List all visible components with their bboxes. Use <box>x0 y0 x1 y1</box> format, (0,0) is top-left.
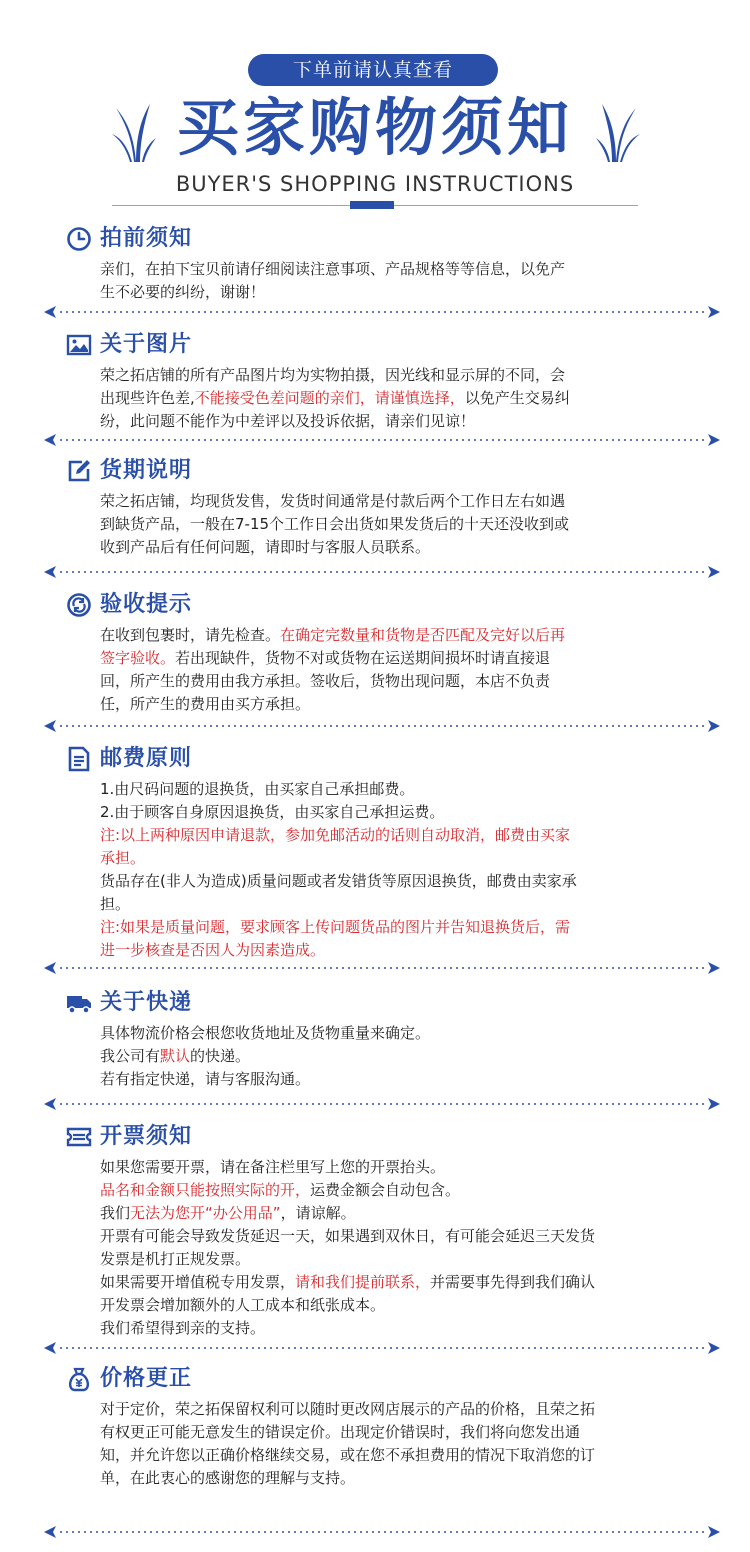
body-line <box>100 490 680 513</box>
body-line <box>100 1179 680 1202</box>
section-header <box>66 744 192 774</box>
body-line <box>100 647 680 670</box>
notice-pill: 下单前请认真查看 <box>248 54 498 86</box>
body-line <box>100 870 680 893</box>
body-line <box>100 916 680 939</box>
ticket-icon <box>66 1124 92 1150</box>
dotted-arrow-divider <box>44 1098 720 1110</box>
dotted-arrow-divider <box>44 1342 720 1354</box>
section-body <box>100 258 680 304</box>
body-line <box>100 1444 680 1467</box>
section-header <box>66 224 192 254</box>
section-title: 开票须知 <box>100 1124 193 1149</box>
section-body <box>100 624 680 716</box>
body-text: 我公司有 <box>100 1047 161 1065</box>
body-line <box>100 513 680 536</box>
body-line <box>100 1202 680 1225</box>
body-text: 在收到包裹时，请先检查。 <box>100 626 281 644</box>
body-text: 知，并允许您以正确价格继续交易，或在您不承担费用的情况下取消您的订 <box>100 1446 596 1464</box>
money-bag-icon <box>66 1366 92 1392</box>
body-text: 如果您需要开票，请在备注栏里写上您的开票抬头。 <box>100 1158 446 1176</box>
section-title: 拍前须知 <box>100 226 193 251</box>
warning-text: 注:以上两种原因申请退款，参加免邮活动的话则自动取消，邮费由买家 <box>100 826 571 844</box>
body-text: 我们希望得到亲的支持。 <box>100 1319 266 1337</box>
page-title: 买家购物须知 <box>176 91 573 164</box>
body-text: 亲们，在拍下宝贝前请仔细阅读注意事项、产品规格等等信息，以免产 <box>100 260 566 278</box>
body-text: 到缺货产品，一般在7-15个工作日会出货如果发货后的十天还没收到或 <box>100 515 570 533</box>
warning-text: 签字验收。 <box>100 649 176 667</box>
warning-text: 请和我们提前联系， <box>295 1273 431 1291</box>
body-line <box>100 1068 680 1091</box>
body-text: 1.由尺码问题的退换货，由买家自己承担邮费。 <box>100 780 415 798</box>
section-body <box>100 778 680 962</box>
section-header <box>66 590 192 620</box>
section-body <box>100 1398 680 1490</box>
body-line <box>100 364 680 387</box>
document-icon <box>66 746 92 772</box>
truck-icon <box>66 990 92 1016</box>
body-line <box>100 536 680 559</box>
dotted-arrow-divider <box>44 566 720 578</box>
section-body <box>100 1022 680 1091</box>
grass-decoration-right-icon <box>596 100 640 162</box>
dotted-arrow-divider <box>44 720 720 732</box>
body-line <box>100 939 680 962</box>
body-line <box>100 670 680 693</box>
body-text: 开票有可能会导致发货延迟一天，如果遇到双休日，有可能会延迟三天发货 <box>100 1227 596 1245</box>
body-line <box>100 1271 680 1294</box>
body-text: 并需要事先得到我们确认 <box>430 1273 596 1291</box>
section-body <box>100 1156 680 1340</box>
body-line <box>100 1294 680 1317</box>
section-title: 关于快递 <box>100 990 193 1015</box>
body-text: 生不必要的纠纷，谢谢！ <box>100 283 266 301</box>
page-subtitle: BUYER'S SHOPPING INSTRUCTIONS <box>175 172 575 196</box>
body-line <box>100 693 680 716</box>
body-line <box>100 1225 680 1248</box>
body-line <box>100 1421 680 1444</box>
body-line <box>100 801 680 824</box>
dotted-arrow-divider <box>44 434 720 446</box>
body-text: 货品存在(非人为造成)质量问题或者发错货等原因退换货，邮费由卖家承 <box>100 872 577 890</box>
body-line <box>100 1045 680 1068</box>
body-line <box>100 1398 680 1421</box>
body-text: 的快递。 <box>190 1047 251 1065</box>
warning-text: 注:如果是质量问题，要求顾客上传问题货品的图片并告知退换货后，需 <box>100 918 571 936</box>
section-title: 价格更正 <box>100 1366 193 1391</box>
body-text: 担。 <box>100 895 131 913</box>
body-text: 若有指定快递，请与客服沟通。 <box>100 1070 311 1088</box>
body-text: 单，在此衷心的感谢您的理解与支持。 <box>100 1469 356 1487</box>
section-title: 邮费原则 <box>100 746 193 771</box>
body-line <box>100 624 680 647</box>
body-line <box>100 1156 680 1179</box>
body-text: 回，所产生的费用由我方承担。签收后，货物出现问题，本店不负责 <box>100 672 551 690</box>
section-title: 货期说明 <box>100 458 193 483</box>
body-text: 开发票会增加额外的人工成本和纸张成本。 <box>100 1296 386 1314</box>
section-title: 验收提示 <box>100 592 193 617</box>
body-text: 出现些许色差, <box>100 389 195 407</box>
body-text: 我们 <box>100 1204 131 1222</box>
body-text: 若出现缺件，货物不对或货物在运送期间损坏时请直接退 <box>175 649 551 667</box>
body-text: 纷，此问题不能作为中差评以及投诉依据，请亲们见谅！ <box>100 412 476 430</box>
edit-icon <box>66 458 92 484</box>
body-text: 2.由于顾客自身原因退换货，由买家自己承担运费。 <box>100 803 445 821</box>
body-line <box>100 893 680 916</box>
body-text: 收到产品后有任何问题，请即时与客服人员联系。 <box>100 538 431 556</box>
body-line <box>100 387 680 410</box>
warning-text: 默认 <box>160 1047 191 1065</box>
body-line <box>100 778 680 801</box>
section-header <box>66 330 192 360</box>
section-header <box>66 1364 192 1394</box>
section-header <box>66 1122 192 1152</box>
section-header <box>66 988 192 1018</box>
body-text: 具体物流价格会根您收货地址及货物重量来确定。 <box>100 1024 431 1042</box>
warning-text: 品名和金额只能按照实际的开， <box>100 1181 311 1199</box>
body-text: 运费金额会自动包含。 <box>310 1181 461 1199</box>
dotted-arrow-divider <box>44 306 720 318</box>
image-icon <box>66 332 92 358</box>
dotted-arrow-divider <box>44 962 720 974</box>
body-line <box>100 1317 680 1340</box>
body-line <box>100 824 680 847</box>
body-line <box>100 1248 680 1271</box>
body-line <box>100 1022 680 1045</box>
body-line <box>100 410 680 433</box>
warning-text: 在确定完数量和货物是否匹配及完好以后再 <box>280 626 566 644</box>
body-text: ，请谅解。 <box>280 1204 356 1222</box>
body-text: 对于定价，荣之拓保留权利可以随时更改网店展示的产品的价格，且荣之拓 <box>100 1400 596 1418</box>
warning-text: 承担。 <box>100 849 146 867</box>
section-body <box>100 364 680 433</box>
refresh-icon <box>66 592 92 618</box>
body-line <box>100 847 680 870</box>
section-body <box>100 490 680 559</box>
dotted-arrow-divider <box>44 1526 720 1538</box>
clock-icon <box>66 226 92 252</box>
body-text: 以免产生交易纠 <box>464 389 570 407</box>
section-header <box>66 456 192 486</box>
body-text: 荣之拓店铺，均现货发售，发货时间通常是付款后两个工作日左右如遇 <box>100 492 566 510</box>
body-line <box>100 258 680 281</box>
warning-text: 无法为您开“办公用品” <box>130 1204 281 1222</box>
body-text: 发票是机打正规发票。 <box>100 1250 251 1268</box>
warning-text: 不能接受色差问题的亲们，请谨慎选择， <box>194 389 465 407</box>
header <box>0 0 750 215</box>
header-divider-accent <box>350 201 394 209</box>
body-text: 荣之拓店铺的所有产品图片均为实物拍摄，因光线和显示屏的不同，会 <box>100 366 566 384</box>
body-line <box>100 281 680 304</box>
warning-text: 进一步核查是否因人为因素造成。 <box>100 941 326 959</box>
body-text: 有权更正可能无意发生的错误定价。出现定价错误时，我们将向您发出通 <box>100 1423 581 1441</box>
section-title: 关于图片 <box>100 332 193 357</box>
body-text: 如果需要开增值税专用发票， <box>100 1273 296 1291</box>
body-text: 任，所产生的费用由买方承担。 <box>100 695 311 713</box>
body-line <box>100 1467 680 1490</box>
